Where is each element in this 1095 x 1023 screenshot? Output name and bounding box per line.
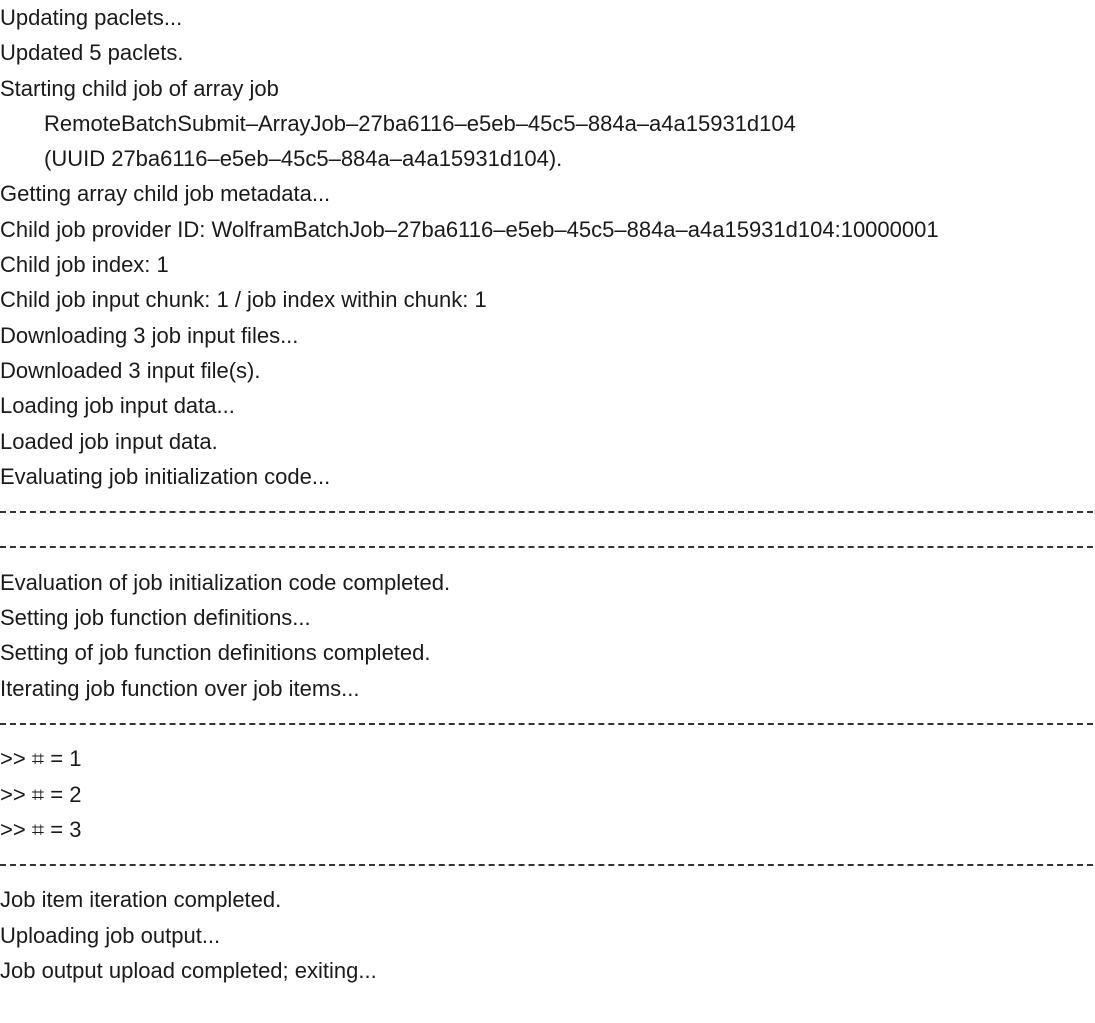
log-line: Child job index: 1 — [0, 252, 169, 278]
log-line: >> ⌗ = 2 — [0, 781, 82, 807]
log-line: Child job input chunk: 1 / job index within chunk: 1 — [0, 287, 487, 313]
log-line: Setting of job function definitions completed. — [0, 640, 431, 666]
log-line: Evaluating job initialization code... — [0, 463, 331, 489]
log-divider — [0, 847, 1095, 882]
log-divider — [0, 494, 1095, 529]
log-line: Updated 5 paclets. — [0, 40, 184, 66]
log-line: Loading job input data... — [0, 393, 235, 419]
log-line: Starting child job of array job — [0, 75, 279, 101]
log-line: Updating paclets... — [0, 5, 183, 30]
log-line: Uploading job output... — [0, 922, 221, 948]
log-line: Iterating job function over job items... — [0, 675, 360, 701]
log-line: Setting job function definitions... — [0, 605, 311, 631]
log-line: Getting array child job metadata... — [0, 181, 331, 207]
log-line: Job output upload completed; exiting... — [0, 958, 377, 984]
log-line: Job item iteration completed. — [0, 887, 282, 913]
log-line: Loaded job input data. — [0, 428, 218, 454]
log-line: (UUID 27ba6116–e5eb–45c5–884a–a4a15931d104). — [44, 146, 563, 172]
log-line: Child job provider ID: WolframBatchJob–27ba6116–e5eb–45c5–884a–a4a15931d104:10000001 — [0, 216, 939, 242]
log-line: Evaluation of job initialization code completed. — [0, 569, 451, 595]
log-line: >> ⌗ = 1 — [0, 746, 82, 772]
log-line: RemoteBatchSubmit–ArrayJob–27ba6116–e5eb–45c5–884a–a4a15931d104 — [44, 110, 796, 136]
log-line: >> ⌗ = 3 — [0, 816, 82, 842]
log-line: Downloaded 3 input file(s). — [0, 357, 261, 383]
log-divider — [0, 706, 1095, 741]
log-line: Downloading 3 job input files... — [0, 322, 299, 348]
log-divider — [0, 529, 1095, 564]
